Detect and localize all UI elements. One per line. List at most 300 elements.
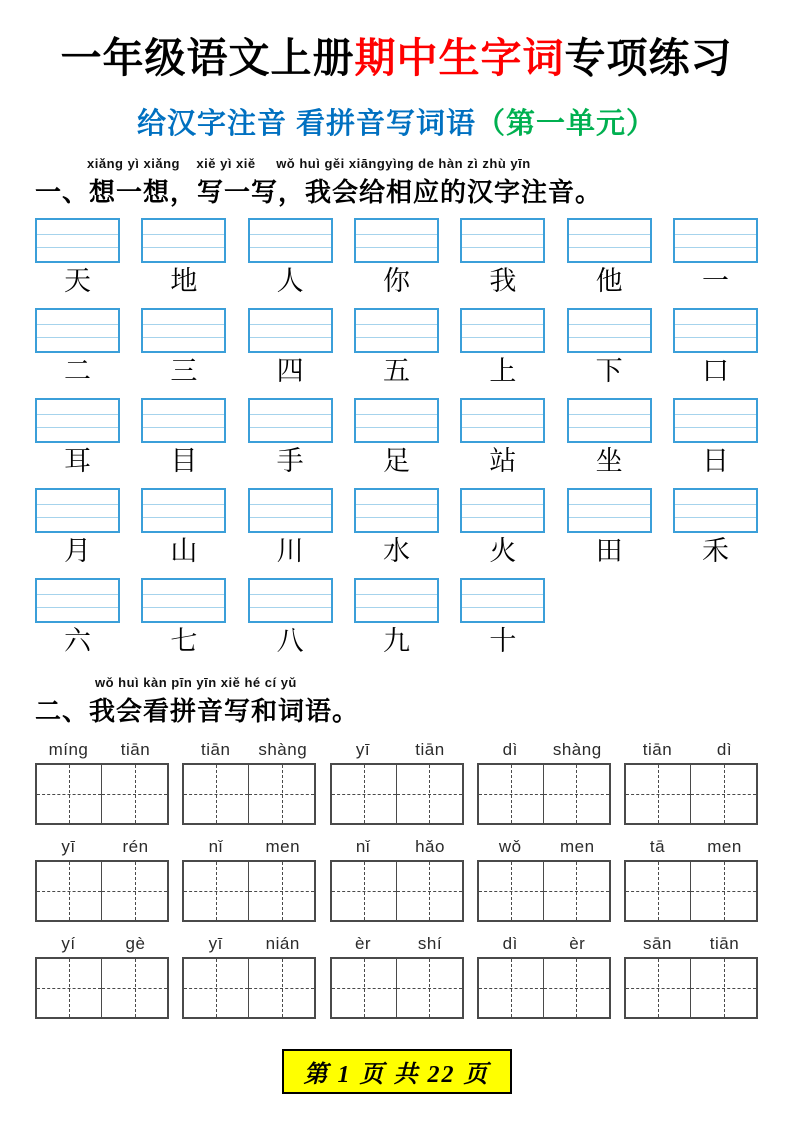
pinyin-word-label bbox=[330, 934, 464, 954]
hanzi-character: 人 bbox=[276, 266, 304, 297]
pinyin-syllable: nián bbox=[265, 934, 300, 954]
box-slot bbox=[673, 218, 758, 263]
box-slot bbox=[35, 398, 120, 443]
hanzi-character: 七 bbox=[170, 626, 198, 657]
pinyin-writing-box[interactable] bbox=[673, 398, 758, 443]
hanzi-character: 日 bbox=[701, 446, 729, 477]
writing-grid-cell[interactable] bbox=[37, 959, 102, 1017]
writing-grid-cell[interactable] bbox=[249, 862, 314, 920]
pinyin-guide-line bbox=[356, 337, 437, 338]
box-slot bbox=[141, 218, 226, 263]
hanzi-character: 川 bbox=[276, 536, 304, 567]
pinyin-writing-box[interactable] bbox=[35, 218, 120, 263]
box-slot bbox=[141, 578, 226, 623]
hanzi-writing-grid[interactable] bbox=[477, 763, 611, 825]
writing-grid-cell[interactable] bbox=[626, 862, 691, 920]
hanzi-writing-grid[interactable] bbox=[35, 957, 169, 1019]
pinyin-syllable: shí bbox=[417, 934, 443, 954]
hanzi-row bbox=[35, 533, 758, 569]
pinyin-guide-line bbox=[37, 504, 118, 505]
box-slot bbox=[141, 488, 226, 533]
pinyin-guide-line bbox=[462, 234, 543, 235]
box-slot bbox=[460, 218, 545, 263]
pinyin-guide-line bbox=[675, 337, 756, 338]
hanzi-writing-grid[interactable] bbox=[35, 763, 169, 825]
writing-grid-cell[interactable] bbox=[691, 765, 756, 823]
hanzi-character: 我 bbox=[489, 266, 517, 297]
pinyin-guide-line bbox=[143, 337, 224, 338]
grid-dashed-horizontal bbox=[626, 794, 690, 795]
pinyin-word-label bbox=[624, 837, 758, 857]
pinyin-guide-line bbox=[143, 414, 224, 415]
pinyin-guide-line bbox=[462, 607, 543, 608]
hanzi-character bbox=[673, 623, 758, 659]
pinyin-guide-line bbox=[250, 517, 331, 518]
writing-grid-cell[interactable] bbox=[332, 862, 397, 920]
grid-dashed-horizontal bbox=[37, 794, 101, 795]
pinyin-writing-box[interactable] bbox=[567, 308, 652, 353]
pinyin-box-row bbox=[35, 398, 758, 443]
box-slot bbox=[354, 488, 439, 533]
grid-dashed-horizontal bbox=[626, 891, 690, 892]
annotation-row bbox=[35, 308, 758, 389]
box-slot bbox=[460, 488, 545, 533]
pinyin-guide-line bbox=[250, 414, 331, 415]
pinyin-guide-line bbox=[250, 324, 331, 325]
pinyin-writing-box[interactable] bbox=[35, 488, 120, 533]
hanzi-row bbox=[35, 353, 758, 389]
hanzi-character: 田 bbox=[595, 536, 623, 567]
grid-dashed-horizontal bbox=[479, 794, 543, 795]
writing-grid-cell[interactable] bbox=[37, 765, 102, 823]
hanzi-character: 山 bbox=[170, 536, 198, 567]
pinyin-writing-box[interactable] bbox=[460, 578, 545, 623]
pinyin-guide-line bbox=[143, 427, 224, 428]
annotation-row bbox=[35, 488, 758, 569]
pinyin-guide-line bbox=[462, 324, 543, 325]
pinyin-writing-box[interactable] bbox=[248, 488, 333, 533]
pinyin-syllable: tiān bbox=[709, 934, 740, 954]
section2-heading: 二、我会看拼音写和词语。 bbox=[35, 696, 360, 727]
writing-grid-cell[interactable] bbox=[249, 959, 314, 1017]
pinyin-writing-box[interactable] bbox=[141, 218, 226, 263]
writing-grid-cell[interactable] bbox=[544, 959, 609, 1017]
pinyin-syllable: yī bbox=[61, 837, 76, 857]
box-slot bbox=[248, 488, 333, 533]
pinyin-guide-line bbox=[462, 594, 543, 595]
box-slot bbox=[354, 578, 439, 623]
grid-dashed-horizontal bbox=[544, 988, 609, 989]
pinyin-guide-line bbox=[37, 234, 118, 235]
box-slot bbox=[567, 578, 652, 623]
pinyin-box-row bbox=[35, 488, 758, 533]
hanzi-character: 禾 bbox=[701, 536, 729, 567]
pinyin-writing-box[interactable] bbox=[35, 398, 120, 443]
box-slot bbox=[248, 578, 333, 623]
pinyin-guide-line bbox=[143, 517, 224, 518]
pinyin-writing-box[interactable] bbox=[248, 308, 333, 353]
writing-grid-cell[interactable] bbox=[397, 959, 462, 1017]
hanzi-writing-grid[interactable] bbox=[182, 860, 316, 922]
pinyin-syllable: gè bbox=[125, 934, 146, 954]
pinyin-guide-line bbox=[356, 607, 437, 608]
writing-grid-cell[interactable] bbox=[102, 765, 167, 823]
grid-dashed-horizontal bbox=[37, 988, 101, 989]
pinyin-guide-line bbox=[569, 504, 650, 505]
box-slot bbox=[354, 398, 439, 443]
box-slot bbox=[460, 578, 545, 623]
page-title bbox=[35, 36, 758, 81]
hanzi-row bbox=[35, 263, 758, 299]
box-slot bbox=[248, 218, 333, 263]
pinyin-guide-line bbox=[250, 594, 331, 595]
section2-header bbox=[35, 675, 758, 728]
pinyin-guide-line bbox=[37, 427, 118, 428]
hanzi-character: 三 bbox=[170, 356, 198, 387]
hanzi-writing-grid[interactable] bbox=[330, 860, 464, 922]
pinyin-writing-box[interactable] bbox=[460, 398, 545, 443]
pinyin-guide-line bbox=[675, 517, 756, 518]
hanzi-character: 地 bbox=[170, 266, 198, 297]
grid-dashed-horizontal bbox=[691, 891, 756, 892]
pinyin-guide-line bbox=[462, 427, 543, 428]
pinyin-guide-line bbox=[143, 607, 224, 608]
pinyin-syllable: wǒ bbox=[498, 837, 522, 857]
pinyin-guide-line bbox=[143, 234, 224, 235]
grid-dashed-horizontal bbox=[332, 988, 396, 989]
writing-grid-cell[interactable] bbox=[397, 765, 462, 823]
pinyin-word-label bbox=[35, 740, 169, 760]
pinyin-word-label bbox=[477, 934, 611, 954]
pinyin-guide-line bbox=[37, 607, 118, 608]
section1-heading: 一、想一想，写一写，我会给相应的汉字注音。 bbox=[35, 177, 603, 208]
hanzi-character: 十 bbox=[489, 626, 517, 657]
pinyin-writing-box[interactable] bbox=[354, 218, 439, 263]
pinyin-guide-line bbox=[675, 414, 756, 415]
pinyin-syllable: nǐ bbox=[208, 837, 223, 857]
pinyin-word-label bbox=[330, 740, 464, 760]
pinyin-label-row bbox=[35, 740, 758, 760]
pinyin-guide-line bbox=[356, 234, 437, 235]
annotation-row bbox=[35, 578, 758, 659]
hanzi-character: 口 bbox=[701, 356, 729, 387]
writing-grid-cell[interactable] bbox=[184, 959, 249, 1017]
title-highlight: 期中生字词 bbox=[354, 35, 565, 81]
pinyin-syllable: tiān bbox=[415, 740, 445, 760]
pinyin-guide-line bbox=[356, 414, 437, 415]
pinyin-syllable: hǎo bbox=[415, 837, 445, 857]
pinyin-guide-line bbox=[37, 414, 118, 415]
hanzi-writing-grid[interactable] bbox=[182, 763, 316, 825]
pinyin-guide-line bbox=[675, 247, 756, 248]
pinyin-syllable: yí bbox=[61, 934, 76, 954]
writing-grid-cell[interactable] bbox=[626, 765, 691, 823]
pinyin-guide-line bbox=[675, 427, 756, 428]
pinyin-syllable: tiān bbox=[642, 740, 673, 760]
pinyin-syllable: tiān bbox=[201, 740, 231, 760]
pinyin-guide-line bbox=[462, 337, 543, 338]
pinyin-word-label bbox=[35, 837, 169, 857]
pinyin-writing-box[interactable] bbox=[460, 308, 545, 353]
page-subtitle bbox=[35, 101, 758, 142]
pinyin-guide-line bbox=[250, 234, 331, 235]
grid-dashed-horizontal bbox=[249, 988, 314, 989]
grid-dashed-horizontal bbox=[332, 794, 396, 795]
writing-grid-cell[interactable] bbox=[332, 765, 397, 823]
pinyin-writing-box[interactable] bbox=[248, 218, 333, 263]
writing-grid-cell[interactable] bbox=[332, 959, 397, 1017]
pinyin-syllable: dì bbox=[716, 740, 733, 760]
pinyin-writing-box[interactable] bbox=[567, 218, 652, 263]
writing-grid-cell[interactable] bbox=[479, 959, 544, 1017]
pinyin-syllable: sān bbox=[643, 934, 672, 954]
hanzi-writing-grid[interactable] bbox=[624, 957, 758, 1019]
writing-grid-cell[interactable] bbox=[691, 862, 756, 920]
pinyin-guide-line bbox=[675, 234, 756, 235]
box-slot bbox=[141, 308, 226, 353]
grid-dashed-horizontal bbox=[184, 988, 248, 989]
pinyin-writing-box[interactable] bbox=[141, 578, 226, 623]
box-slot bbox=[248, 308, 333, 353]
pinyin-guide-line bbox=[250, 337, 331, 338]
hanzi-character: 五 bbox=[382, 356, 410, 387]
pinyin-syllable: nǐ bbox=[355, 837, 371, 857]
box-slot bbox=[673, 398, 758, 443]
pinyin-writing-box[interactable] bbox=[354, 308, 439, 353]
pinyin-guide-line bbox=[356, 324, 437, 325]
pinyin-writing-box[interactable] bbox=[567, 488, 652, 533]
writing-grid-row bbox=[35, 957, 758, 1019]
hanzi-character: 坐 bbox=[595, 446, 623, 477]
box-slot bbox=[567, 218, 652, 263]
box-slot bbox=[673, 308, 758, 353]
pinyin-syllable: men bbox=[265, 837, 301, 857]
pinyin-word-label bbox=[624, 740, 758, 760]
writing-grid-cell[interactable] bbox=[479, 765, 544, 823]
writing-grid-row bbox=[35, 763, 758, 825]
pinyin-word-label bbox=[182, 934, 316, 954]
hanzi-writing-grid[interactable] bbox=[182, 957, 316, 1019]
writing-grid-cell[interactable] bbox=[184, 765, 249, 823]
pinyin-guide-line bbox=[569, 517, 650, 518]
hanzi-character: 目 bbox=[170, 446, 198, 477]
grid-dashed-horizontal bbox=[626, 988, 690, 989]
hanzi-character: 火 bbox=[489, 536, 517, 567]
box-slot bbox=[673, 578, 758, 623]
box-slot bbox=[35, 218, 120, 263]
annotation-row bbox=[35, 398, 758, 479]
pinyin-syllable: míng bbox=[48, 740, 89, 760]
writing-grid-cell[interactable] bbox=[691, 959, 756, 1017]
pinyin-writing-box[interactable] bbox=[141, 488, 226, 533]
box-slot bbox=[673, 488, 758, 533]
pinyin-guide-line bbox=[569, 234, 650, 235]
pinyin-label-row bbox=[35, 934, 758, 954]
pinyin-writing-box[interactable] bbox=[35, 578, 120, 623]
subtitle-main: 给汉字注音 看拼音写词语 bbox=[136, 108, 477, 141]
grid-dashed-horizontal bbox=[249, 794, 314, 795]
writing-grid-row bbox=[35, 860, 758, 922]
footer bbox=[35, 1049, 758, 1094]
writing-grid-cell[interactable] bbox=[37, 862, 102, 920]
grid-dashed-horizontal bbox=[102, 988, 167, 989]
grid-dashed-horizontal bbox=[691, 794, 756, 795]
pinyin-word-label bbox=[477, 740, 611, 760]
hanzi-character: 八 bbox=[276, 626, 304, 657]
pinyin-syllable: yī bbox=[208, 934, 223, 954]
pinyin-writing-box[interactable] bbox=[673, 308, 758, 353]
pinyin-writing-box[interactable] bbox=[673, 218, 758, 263]
box-slot bbox=[248, 398, 333, 443]
hanzi-character: 下 bbox=[595, 356, 623, 387]
grid-dashed-horizontal bbox=[479, 891, 543, 892]
pinyin-word-label bbox=[624, 934, 758, 954]
hanzi-character: 你 bbox=[382, 266, 410, 297]
pinyin-guide-line bbox=[37, 247, 118, 248]
hanzi-writing-grid[interactable] bbox=[330, 957, 464, 1019]
pinyin-syllable: dì bbox=[502, 934, 518, 954]
writing-grid-cell[interactable] bbox=[102, 959, 167, 1017]
writing-grid-cell[interactable] bbox=[544, 765, 609, 823]
pinyin-word-label bbox=[35, 934, 169, 954]
box-slot bbox=[354, 218, 439, 263]
grid-dashed-horizontal bbox=[332, 891, 396, 892]
pinyin-syllable: yī bbox=[355, 740, 371, 760]
grid-dashed-horizontal bbox=[479, 988, 543, 989]
pinyin-syllable: men bbox=[707, 837, 742, 857]
pinyin-guide-line bbox=[37, 517, 118, 518]
pinyin-writing-box[interactable] bbox=[354, 578, 439, 623]
box-slot bbox=[460, 398, 545, 443]
hanzi-character: 一 bbox=[701, 266, 729, 297]
pinyin-syllable: tā bbox=[649, 837, 666, 857]
pinyin-guide-line bbox=[462, 247, 543, 248]
grid-dashed-horizontal bbox=[184, 891, 248, 892]
hanzi-row bbox=[35, 443, 758, 479]
pinyin-writing-box[interactable] bbox=[354, 488, 439, 533]
writing-grid-cell[interactable] bbox=[626, 959, 691, 1017]
pinyin-syllable: dì bbox=[502, 740, 518, 760]
pinyin-syllable: èr bbox=[354, 934, 372, 954]
pinyin-writing-box[interactable] bbox=[673, 488, 758, 533]
pinyin-guide-line bbox=[569, 324, 650, 325]
hanzi-writing-grid[interactable] bbox=[330, 763, 464, 825]
pinyin-guide-line bbox=[569, 247, 650, 248]
pinyin-word-label bbox=[477, 837, 611, 857]
grid-dashed-horizontal bbox=[544, 794, 609, 795]
writing-grid-cell[interactable] bbox=[479, 862, 544, 920]
writing-grid-cell[interactable] bbox=[544, 862, 609, 920]
pinyin-word-label bbox=[330, 837, 464, 857]
pinyin-guide-line bbox=[250, 427, 331, 428]
grid-dashed-horizontal bbox=[397, 794, 462, 795]
pinyin-writing-box[interactable] bbox=[141, 308, 226, 353]
box-slot bbox=[567, 398, 652, 443]
hanzi-writing-grid[interactable] bbox=[624, 763, 758, 825]
section1-pinyin-annotation: xiǎng yì xiǎng xiě yì xiě wǒ huì gěi xiāngyìng de hàn zì zhù yīn bbox=[87, 156, 531, 172]
grid-dashed-horizontal bbox=[102, 794, 167, 795]
pinyin-guide-line bbox=[356, 247, 437, 248]
pinyin-guide-line bbox=[250, 607, 331, 608]
hanzi-writing-grid[interactable] bbox=[477, 860, 611, 922]
pinyin-writing-box[interactable] bbox=[35, 308, 120, 353]
pinyin-guide-line bbox=[462, 517, 543, 518]
pinyin-writing-box[interactable] bbox=[354, 398, 439, 443]
pinyin-guide-line bbox=[250, 504, 331, 505]
title-prefix: 一年级语文上册 bbox=[60, 35, 355, 81]
box-slot bbox=[35, 308, 120, 353]
grid-dashed-horizontal bbox=[544, 891, 609, 892]
pinyin-word-label bbox=[182, 837, 316, 857]
pinyin-writing-box[interactable] bbox=[460, 488, 545, 533]
pinyin-guide-line bbox=[356, 504, 437, 505]
grid-dashed-horizontal bbox=[691, 988, 756, 989]
pinyin-guide-line bbox=[569, 414, 650, 415]
pinyin-guide-line bbox=[37, 337, 118, 338]
pinyin-guide-line bbox=[675, 504, 756, 505]
pinyin-label-row bbox=[35, 837, 758, 857]
section1-header bbox=[35, 156, 758, 209]
writing-grid-cell[interactable] bbox=[397, 862, 462, 920]
grid-dashed-horizontal bbox=[397, 891, 462, 892]
pinyin-guide-line bbox=[356, 517, 437, 518]
pinyin-guide-line bbox=[462, 504, 543, 505]
pinyin-writing-box[interactable] bbox=[248, 398, 333, 443]
writing-grid-cell[interactable] bbox=[184, 862, 249, 920]
hanzi-writing-grid[interactable] bbox=[624, 860, 758, 922]
grid-dashed-horizontal bbox=[184, 794, 248, 795]
writing-grid-cell[interactable] bbox=[249, 765, 314, 823]
pinyin-writing-box[interactable] bbox=[248, 578, 333, 623]
hanzi-character: 二 bbox=[64, 356, 91, 387]
box-slot bbox=[460, 308, 545, 353]
grid-dashed-horizontal bbox=[102, 891, 167, 892]
pinyin-guide-line bbox=[143, 594, 224, 595]
section2-pinyin-annotation: wǒ huì kàn pīn yīn xiě hé cí yǔ bbox=[95, 675, 297, 691]
pinyin-writing-box[interactable] bbox=[460, 218, 545, 263]
pinyin-box-row bbox=[35, 578, 758, 623]
title-suffix: 专项练习 bbox=[564, 35, 733, 81]
pinyin-guide-line bbox=[569, 337, 650, 338]
hanzi-character: 站 bbox=[489, 446, 517, 477]
hanzi-character: 四 bbox=[276, 356, 304, 387]
pinyin-guide-line bbox=[356, 594, 437, 595]
hanzi-character: 上 bbox=[489, 356, 517, 387]
pinyin-guide-line bbox=[143, 324, 224, 325]
pinyin-writing-box[interactable] bbox=[141, 398, 226, 443]
pinyin-guide-line bbox=[250, 247, 331, 248]
pinyin-syllable: men bbox=[559, 837, 595, 857]
section2-exercise-rows bbox=[35, 740, 758, 1019]
hanzi-character: 足 bbox=[382, 446, 410, 477]
hanzi-character: 六 bbox=[64, 626, 91, 657]
hanzi-writing-grid[interactable] bbox=[477, 957, 611, 1019]
box-slot bbox=[35, 488, 120, 533]
writing-grid-cell[interactable] bbox=[102, 862, 167, 920]
pinyin-writing-box[interactable] bbox=[567, 398, 652, 443]
grid-dashed-horizontal bbox=[249, 891, 314, 892]
box-slot bbox=[35, 578, 120, 623]
pinyin-box-row bbox=[35, 308, 758, 353]
hanzi-character: 天 bbox=[64, 266, 91, 297]
pinyin-guide-line bbox=[462, 414, 543, 415]
pinyin-guide-line bbox=[675, 324, 756, 325]
box-slot bbox=[354, 308, 439, 353]
hanzi-writing-grid[interactable] bbox=[35, 860, 169, 922]
pinyin-guide-line bbox=[356, 427, 437, 428]
pinyin-word-label bbox=[182, 740, 316, 760]
pinyin-syllable: rén bbox=[122, 837, 149, 857]
